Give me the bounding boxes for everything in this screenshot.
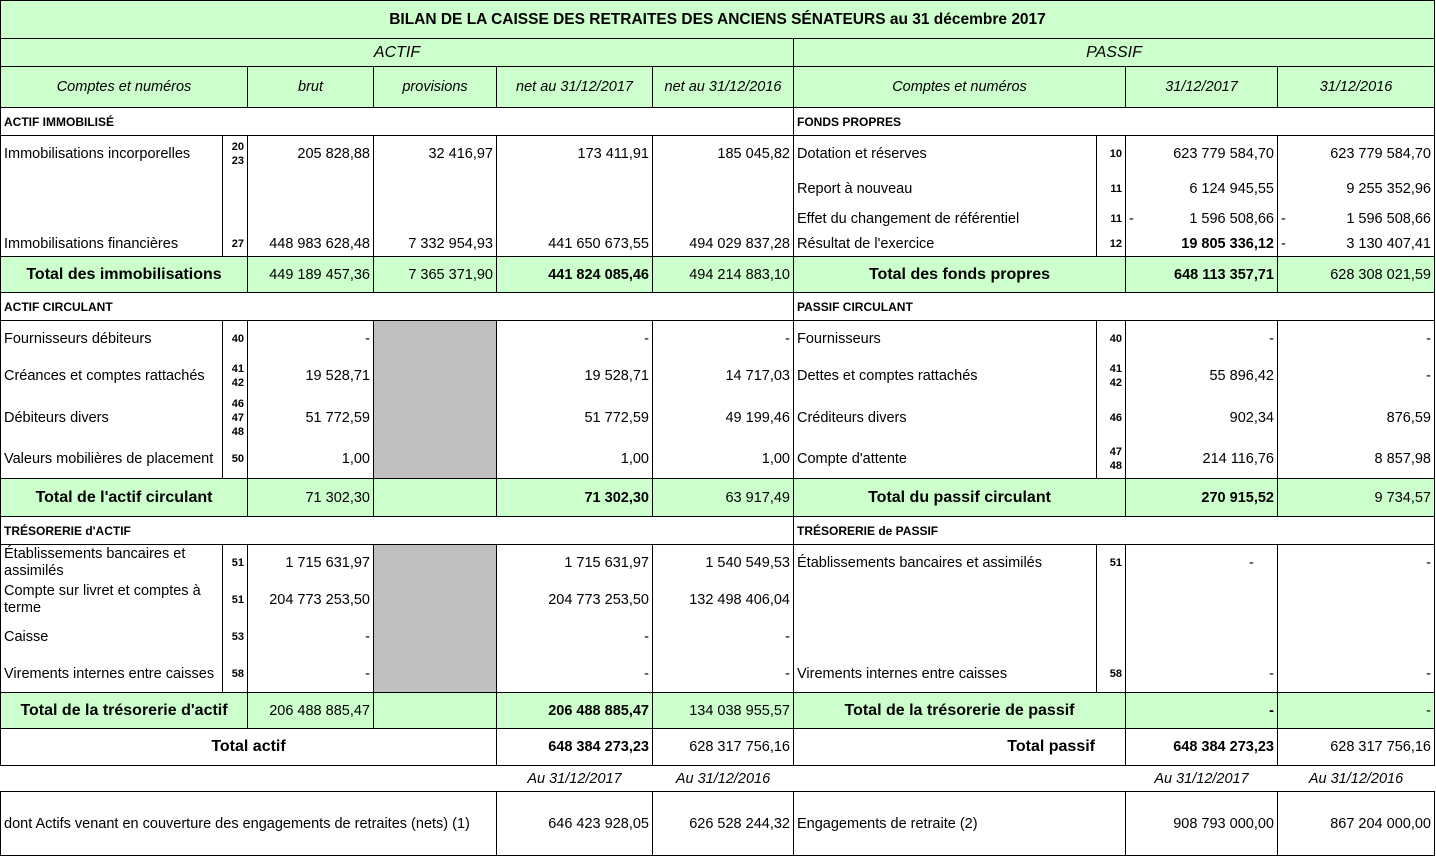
value-net-2016: 494 029 837,28 xyxy=(653,232,794,257)
row-label: Établissements bancaires et assimilés xyxy=(794,545,1097,582)
account-code: 58 xyxy=(1097,656,1126,693)
value-net-2017: 441 650 673,55 xyxy=(497,232,653,257)
value-net-2017: - xyxy=(497,656,653,693)
total-net-2017: 206 488 885,47 xyxy=(497,693,653,729)
total-net-2016: 63 917,49 xyxy=(653,479,794,517)
total-2016: - xyxy=(1278,693,1435,729)
value-provisions: 32 416,97 xyxy=(374,136,497,172)
value-2017: - xyxy=(1126,656,1278,693)
engagements-retraite-2016: 867 204 000,00 xyxy=(1278,792,1435,856)
value-net-2016: 132 498 406,04 xyxy=(653,582,794,619)
total-passif-label: Total passif xyxy=(794,729,1126,766)
total-brut: 206 488 885,47 xyxy=(248,693,374,729)
value-2016: - 1 596 508,66 xyxy=(1278,206,1435,232)
value-2016: 623 779 584,70 xyxy=(1278,136,1435,172)
account-code: 11 xyxy=(1097,172,1126,206)
row-label: Virements internes entre caisses xyxy=(1,656,223,693)
account-code: 40 xyxy=(223,321,248,357)
row-label: Dettes et comptes rattachés xyxy=(794,357,1097,395)
section-actif-circulant: ACTIF CIRCULANT xyxy=(1,293,794,321)
engagements-retraite-label: Engagements de retraite (2) xyxy=(794,792,1126,856)
engagements-retraite-2017: 908 793 000,00 xyxy=(1126,792,1278,856)
account-code: 20 23 xyxy=(223,136,248,172)
section-actif-immobilise: ACTIF IMMOBILISÉ xyxy=(1,108,794,136)
value-2017: 55 896,42 xyxy=(1126,357,1278,395)
value-2016: - xyxy=(1278,656,1435,693)
account-code: 47 48 xyxy=(1097,441,1126,479)
total-2017: 648 113 357,71 xyxy=(1126,257,1278,293)
account-code: 41 42 xyxy=(1097,357,1126,395)
account-code: 41 42 xyxy=(223,357,248,395)
value-net-2017: 204 773 253,50 xyxy=(497,582,653,619)
value-net-2017: 1 715 631,97 xyxy=(497,545,653,582)
total-actif-circulant-label: Total de l'actif circulant xyxy=(1,479,248,517)
col-comptes: Comptes et numéros xyxy=(1,67,248,108)
total-provisions xyxy=(374,693,497,729)
value-brut: - xyxy=(248,321,374,357)
total-2017: 270 915,52 xyxy=(1126,479,1278,517)
total-brut: 71 302,30 xyxy=(248,479,374,517)
footer-passif-date-2016: Au 31/12/2016 xyxy=(1308,770,1404,787)
row-label: Dotation et réserves xyxy=(794,136,1097,172)
total-net-2016: 134 038 955,57 xyxy=(653,693,794,729)
value-2017: 902,34 xyxy=(1126,395,1278,441)
account-code: 51 xyxy=(223,545,248,582)
row-label: Fournisseurs xyxy=(794,321,1097,357)
row-label: Débiteurs divers xyxy=(1,395,223,441)
total-actif-2016: 628 317 756,16 xyxy=(653,729,794,766)
value-2016: 9 255 352,96 xyxy=(1278,172,1435,206)
total-2016: 628 308 021,59 xyxy=(1278,257,1435,293)
row-label: Résultat de l'exercice xyxy=(794,232,1097,257)
account-code: 50 xyxy=(223,441,248,479)
value-brut: 1 715 631,97 xyxy=(248,545,374,582)
row-label: Créditeurs divers xyxy=(794,395,1097,441)
row-label: Effet du changement de référentiel xyxy=(794,206,1097,232)
account-code: 58 xyxy=(223,656,248,693)
value-2016: - xyxy=(1278,545,1435,582)
value-2016: - 3 130 407,41 xyxy=(1278,232,1435,257)
value-net-2017: - xyxy=(497,321,653,357)
value-2016: - xyxy=(1278,357,1435,395)
row-label: Report à nouveau xyxy=(794,172,1097,206)
value-2017: 19 805 336,12 xyxy=(1126,232,1278,257)
value-net-2016: 1,00 xyxy=(653,441,794,479)
value-brut: 205 828,88 xyxy=(248,136,374,172)
value-brut: - xyxy=(248,619,374,656)
footer-date-2017: Au 31/12/2017 xyxy=(527,770,622,787)
value-2016: 8 857,98 xyxy=(1278,441,1435,479)
account-code: 11 xyxy=(1097,206,1126,232)
value-2017: - 1 596 508,66 xyxy=(1126,206,1278,232)
value-net-2016: 14 717,03 xyxy=(653,357,794,395)
value-brut: - xyxy=(248,656,374,693)
total-actif-label: Total actif xyxy=(1,729,497,766)
value-net-2017: 51 772,59 xyxy=(497,395,653,441)
account-code: 12 xyxy=(1097,232,1126,257)
value-2017: - xyxy=(1126,321,1278,357)
sheet-title: BILAN DE LA CAISSE DES RETRAITES DES ANCIENS SÉNATEURS au 31 décembre 2017 xyxy=(1,1,1435,39)
account-code: 53 xyxy=(223,619,248,656)
account-code: 51 xyxy=(1097,545,1126,582)
value-net-2017: 19 528,71 xyxy=(497,357,653,395)
row-label: Fournisseurs débiteurs xyxy=(1,321,223,357)
total-net-2016: 494 214 883,10 xyxy=(653,257,794,293)
col-brut: brut xyxy=(248,67,374,108)
value-brut: 19 528,71 xyxy=(248,357,374,395)
value-2017: - xyxy=(1126,545,1278,582)
section-passif-circulant: PASSIF CIRCULANT xyxy=(794,293,1435,321)
row-label: Valeurs mobilières de placement xyxy=(1,441,223,479)
total-passif-circulant-label: Total du passif circulant xyxy=(794,479,1126,517)
total-immobilisations-label: Total des immobilisations xyxy=(1,257,248,293)
row-label: Immobilisations financières xyxy=(1,232,223,257)
row-label: Compte sur livret et comptes à terme xyxy=(1,582,223,619)
section-fonds-propres: FONDS PROPRES xyxy=(794,108,1435,136)
col-passif-2017: 31/12/2017 xyxy=(1126,67,1278,108)
value-net-2016: - xyxy=(653,619,794,656)
total-actif-2017: 648 384 273,23 xyxy=(497,729,653,766)
total-passif-2016: 628 317 756,16 xyxy=(1278,729,1435,766)
total-provisions: 7 365 371,90 xyxy=(374,257,497,293)
account-code: 40 xyxy=(1097,321,1126,357)
total-provisions xyxy=(374,479,497,517)
account-code: 10 xyxy=(1097,136,1126,172)
col-passif-2016: 31/12/2016 xyxy=(1278,67,1435,108)
value-net-2016: - xyxy=(653,321,794,357)
col-provisions: provisions xyxy=(374,67,497,108)
total-2017: - xyxy=(1126,693,1278,729)
value-2017: 623 779 584,70 xyxy=(1126,136,1278,172)
account-code: 51 xyxy=(223,582,248,619)
footer-passif-date-2017: Au 31/12/2017 xyxy=(1154,770,1249,787)
col-passif-comptes: Comptes et numéros xyxy=(794,67,1126,108)
col-net-2016: net au 31/12/2016 xyxy=(653,67,794,108)
actifs-couverture-2016: 626 528 244,32 xyxy=(653,792,794,856)
total-tresorerie-actif-label: Total de la trésorerie d'actif xyxy=(1,693,248,729)
total-2016: 9 734,57 xyxy=(1278,479,1435,517)
passif-header: PASSIF xyxy=(794,39,1435,67)
provisions-gray-block xyxy=(374,545,497,693)
value-2016: - xyxy=(1278,321,1435,357)
section-tresorerie-actif: TRÉSORERIE d'ACTIF xyxy=(1,517,794,545)
value-2016: 876,59 xyxy=(1278,395,1435,441)
value-provisions: 7 332 954,93 xyxy=(374,232,497,257)
section-tresorerie-passif: TRÉSORERIE de PASSIF xyxy=(794,517,1435,545)
total-passif-2017: 648 384 273,23 xyxy=(1126,729,1278,766)
total-fonds-propres-label: Total des fonds propres xyxy=(794,257,1126,293)
actif-header: ACTIF xyxy=(1,39,794,67)
row-label: Caisse xyxy=(1,619,223,656)
value-net-2017: - xyxy=(497,619,653,656)
row-label: Virements internes entre caisses xyxy=(794,656,1097,693)
total-brut: 449 189 457,36 xyxy=(248,257,374,293)
col-net-2017: net au 31/12/2017 xyxy=(497,67,653,108)
value-brut: 204 773 253,50 xyxy=(248,582,374,619)
value-net-2017: 1,00 xyxy=(497,441,653,479)
value-brut: 51 772,59 xyxy=(248,395,374,441)
total-net-2017: 71 302,30 xyxy=(497,479,653,517)
row-label: Immobilisations incorporelles xyxy=(1,136,223,172)
total-net-2017: 441 824 085,46 xyxy=(497,257,653,293)
actifs-couverture-2017: 646 423 928,05 xyxy=(497,792,653,856)
value-net-2017: 173 411,91 xyxy=(497,136,653,172)
value-net-2016: 49 199,46 xyxy=(653,395,794,441)
value-net-2016: 1 540 549,53 xyxy=(653,545,794,582)
row-label: Établissements bancaires et assimilés xyxy=(1,545,223,582)
value-2017: 214 116,76 xyxy=(1126,441,1278,479)
value-net-2016: - xyxy=(653,656,794,693)
actifs-couverture-label: dont Actifs venant en couverture des engagements de retraites (nets) (1) xyxy=(1,792,497,856)
value-net-2016: 185 045,82 xyxy=(653,136,794,172)
footer-date-2016: Au 31/12/2016 xyxy=(675,770,771,787)
account-code: 27 xyxy=(223,232,248,257)
value-2017: 6 124 945,55 xyxy=(1126,172,1278,206)
total-tresorerie-passif-label: Total de la trésorerie de passif xyxy=(794,693,1126,729)
value-brut: 448 983 628,48 xyxy=(248,232,374,257)
account-code: 46 xyxy=(1097,395,1126,441)
account-code: 46 47 48 xyxy=(223,395,248,441)
value-brut: 1,00 xyxy=(248,441,374,479)
row-label: Créances et comptes rattachés xyxy=(1,357,223,395)
row-label: Compte d'attente xyxy=(794,441,1097,479)
provisions-gray-block xyxy=(374,321,497,479)
